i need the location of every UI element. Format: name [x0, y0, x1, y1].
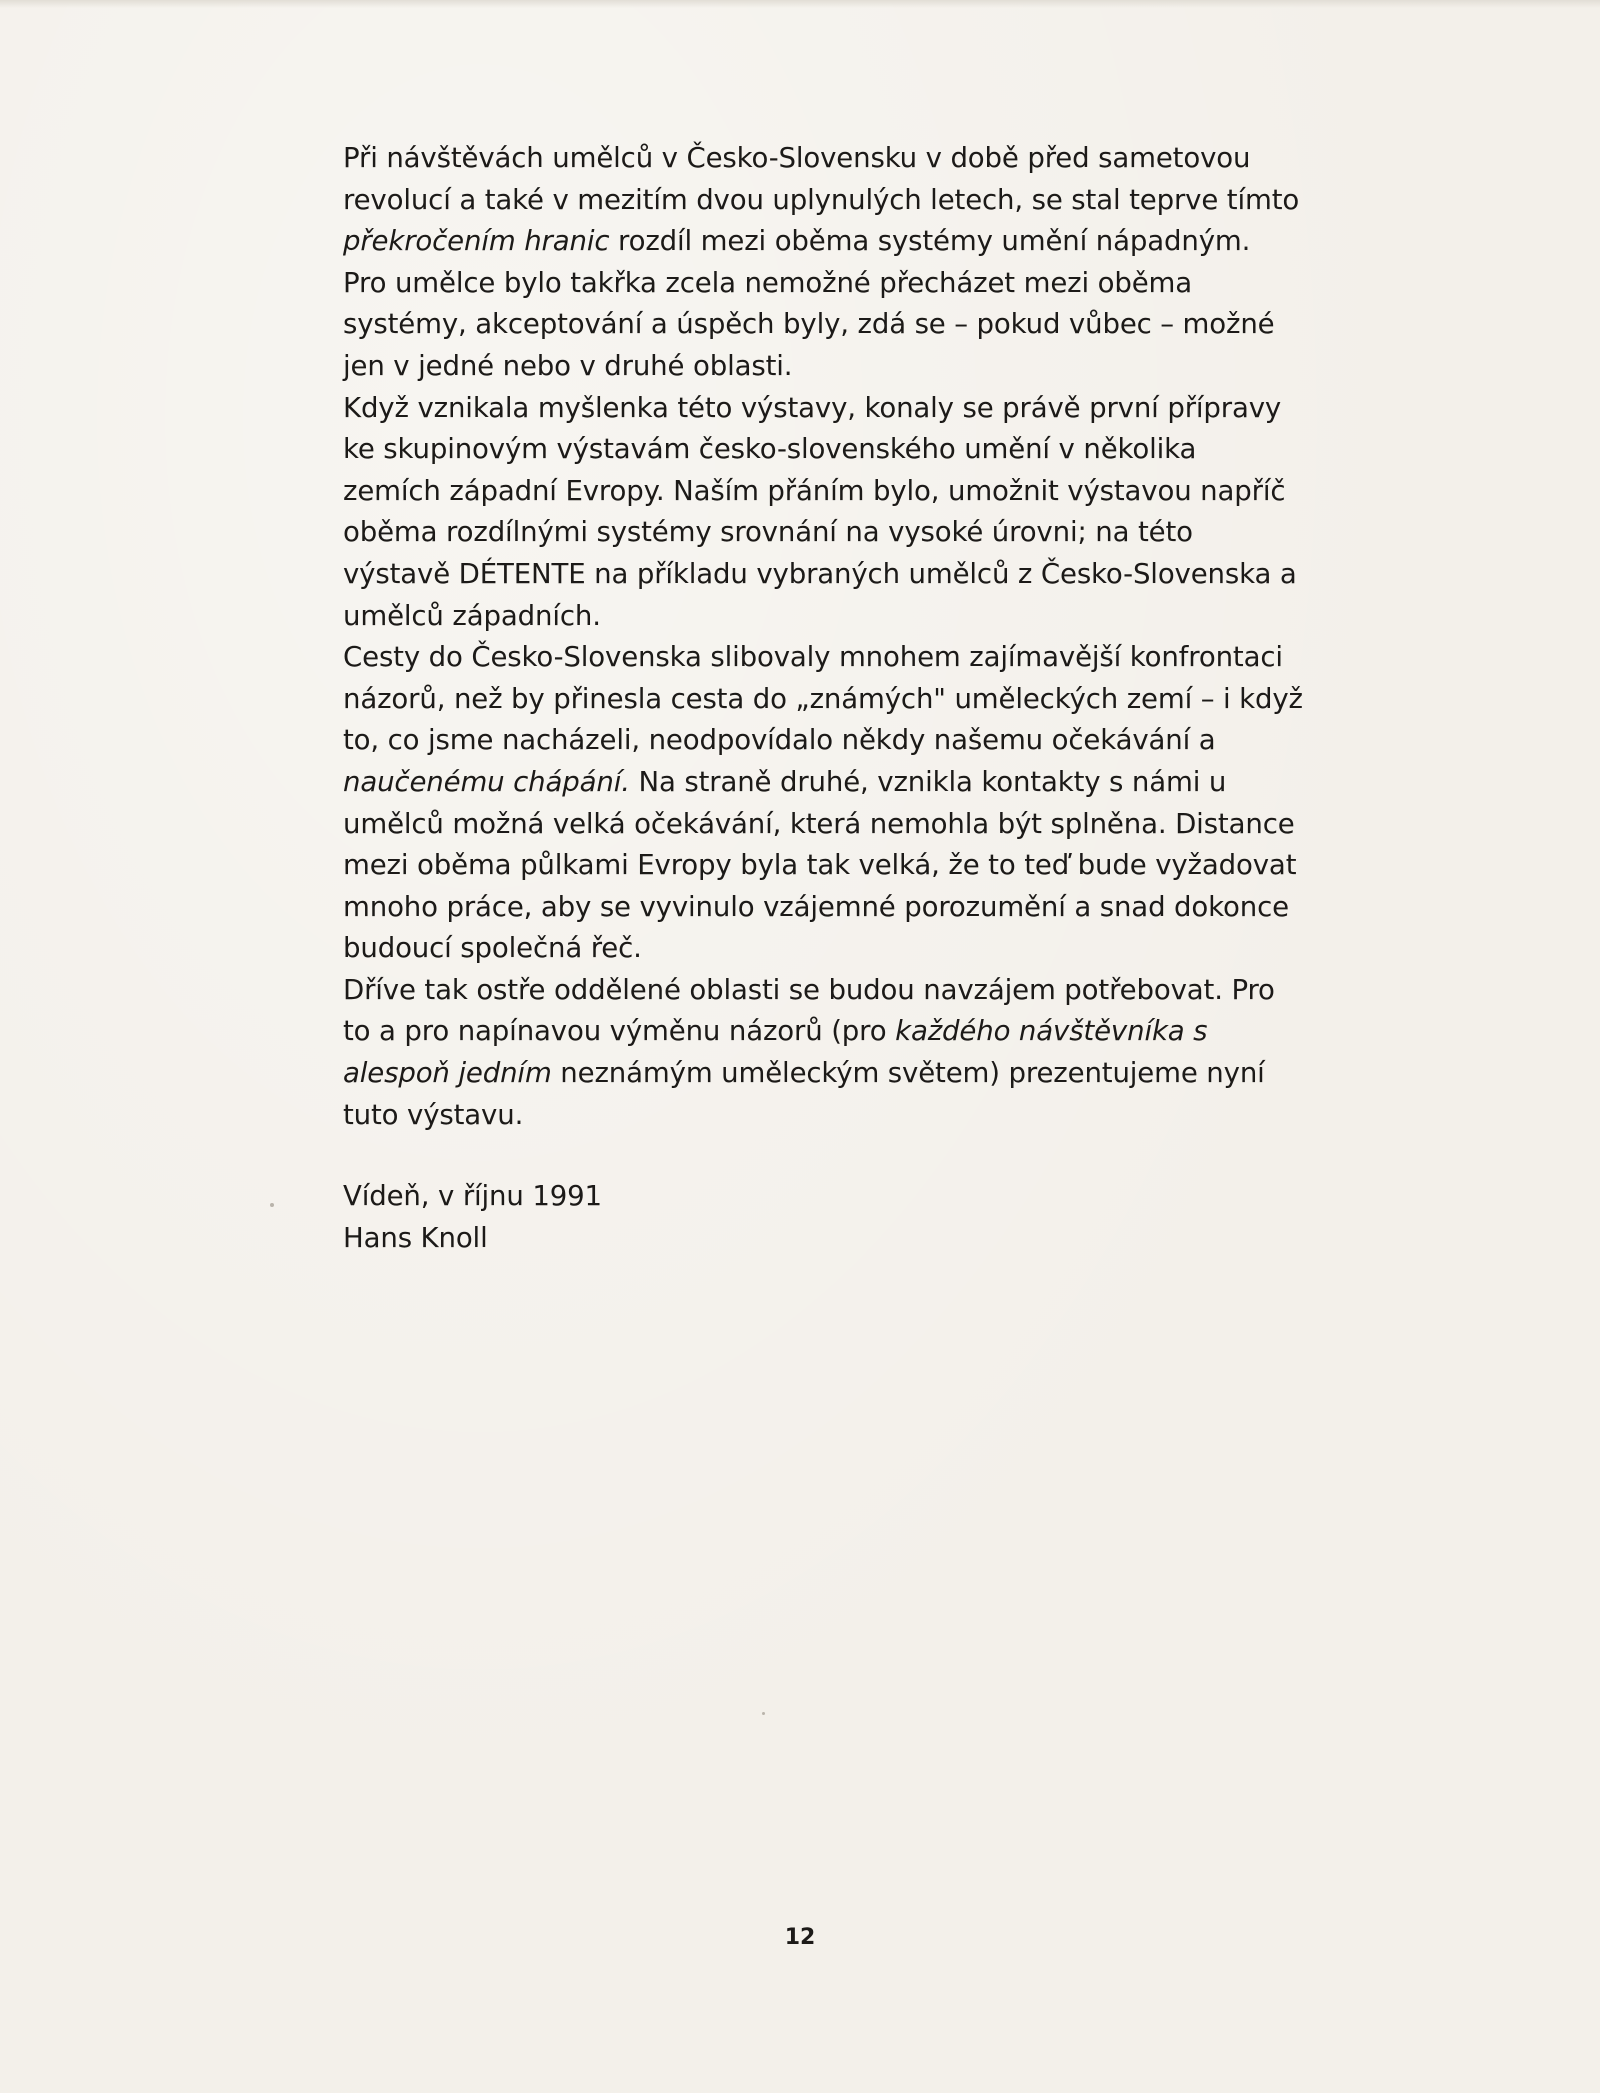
text-segment: umělců západních.	[343, 598, 601, 632]
body-text	[343, 137, 1323, 1135]
text-segment: Na straně druhé, vznikla kontakty s námi u	[629, 764, 1227, 798]
paragraph	[343, 636, 1323, 969]
text-line	[343, 553, 1323, 595]
text-line	[343, 303, 1323, 345]
text-segment: Pro umělce bylo takřka zcela nemožné přecházet mezi oběma	[343, 265, 1193, 299]
text-segment: tuto výstavu.	[343, 1097, 524, 1131]
text-line	[343, 470, 1323, 512]
text-line	[343, 969, 1323, 1011]
text-line	[343, 595, 1323, 637]
text-segment: mezi oběma půlkami Evropy byla tak velká, že to teď bude vyžadovat	[343, 848, 1297, 882]
text-segment: Když vznikala myšlenka této výstavy, konaly se právě první přípravy	[343, 390, 1282, 424]
page-top-edge	[0, 0, 1600, 8]
text-line	[343, 179, 1323, 221]
italic-text: každého návštěvníka s	[895, 1014, 1208, 1048]
text-segment: výstavě DÉTENTE na příkladu vybraných umělců z Česko-Slovenska a	[343, 556, 1297, 590]
text-segment: rozdíl mezi oběma systémy umění nápadným.	[609, 224, 1251, 258]
signoff-author: Hans Knoll	[343, 1220, 488, 1254]
text-segment: to a pro napínavou výměnu názorů (pro	[343, 1014, 896, 1048]
text-line	[343, 1010, 1323, 1052]
text-line	[343, 719, 1323, 761]
text-segment: názorů, než by přinesla cesta do „známých" uměleckých zemí – i když	[343, 681, 1303, 715]
page-number: 12	[784, 1925, 816, 1950]
text-line	[343, 886, 1323, 928]
text-segment: revolucí a také v mezitím dvou uplynulých letech, se stal teprve tímto	[343, 182, 1300, 216]
text-line	[343, 137, 1323, 179]
signoff-place-date: Vídeň, v říjnu 1991	[343, 1179, 602, 1212]
text-segment: jen v jedné nebo v druhé oblasti.	[343, 348, 793, 382]
text-line	[343, 761, 1323, 803]
paragraph	[343, 137, 1323, 387]
text-segment: Cesty do Česko-Slovenska slibovaly mnohem zajímavější konfrontaci	[343, 640, 1283, 674]
text-segment: mnoho práce, aby se vyvinulo vzájemné porozumění a snad dokonce	[343, 889, 1289, 923]
text-segment: umělců možná velká očekávání, která nemohla být splněna. Distance	[343, 806, 1295, 840]
text-line	[343, 345, 1323, 387]
text-segment: Dříve tak ostře oddělené oblasti se budou navzájem potřebovat. Pro	[343, 972, 1275, 1006]
text-segment: zemích západní Evropy. Naším přáním bylo, umožnit výstavou napříč	[343, 473, 1286, 507]
paragraph	[343, 387, 1323, 637]
text-segment: oběma rozdílnými systémy srovnání na vysoké úrovni; na této	[343, 515, 1193, 549]
text-line	[343, 1094, 1323, 1136]
text-segment: Při návštěvách umělců v Česko-Slovensku v době před sametovou	[343, 141, 1251, 174]
paper-speck	[762, 1712, 765, 1715]
text-segment: budoucí společná řeč.	[343, 931, 642, 965]
text-line	[343, 428, 1323, 470]
italic-text: překročením hranic	[343, 224, 610, 258]
text-segment: to, co jsme nacházeli, neodpovídalo někdy našemu očekávání a	[343, 723, 1216, 757]
text-line	[343, 220, 1323, 262]
italic-text: alespoň jedním	[343, 1056, 552, 1090]
text-line	[343, 1052, 1323, 1094]
text-line	[343, 636, 1323, 678]
text-line	[343, 844, 1323, 886]
text-line	[343, 262, 1323, 304]
text-line	[343, 803, 1323, 845]
text-line	[343, 387, 1323, 429]
paper-speck	[270, 1203, 274, 1207]
text-segment: ke skupinovým výstavám česko-slovenského umění v několika	[343, 432, 1197, 466]
paragraph	[343, 969, 1323, 1135]
text-line	[343, 927, 1323, 969]
italic-text: naučenému chápání.	[343, 764, 630, 798]
text-segment: neznámým uměleckým světem) prezentujeme nyní	[551, 1056, 1265, 1090]
signoff	[343, 1175, 602, 1258]
text-line	[343, 678, 1323, 720]
text-line	[343, 511, 1323, 553]
text-segment: systémy, akceptování a úspěch byly, zdá se – pokud vůbec – možné	[343, 307, 1275, 341]
